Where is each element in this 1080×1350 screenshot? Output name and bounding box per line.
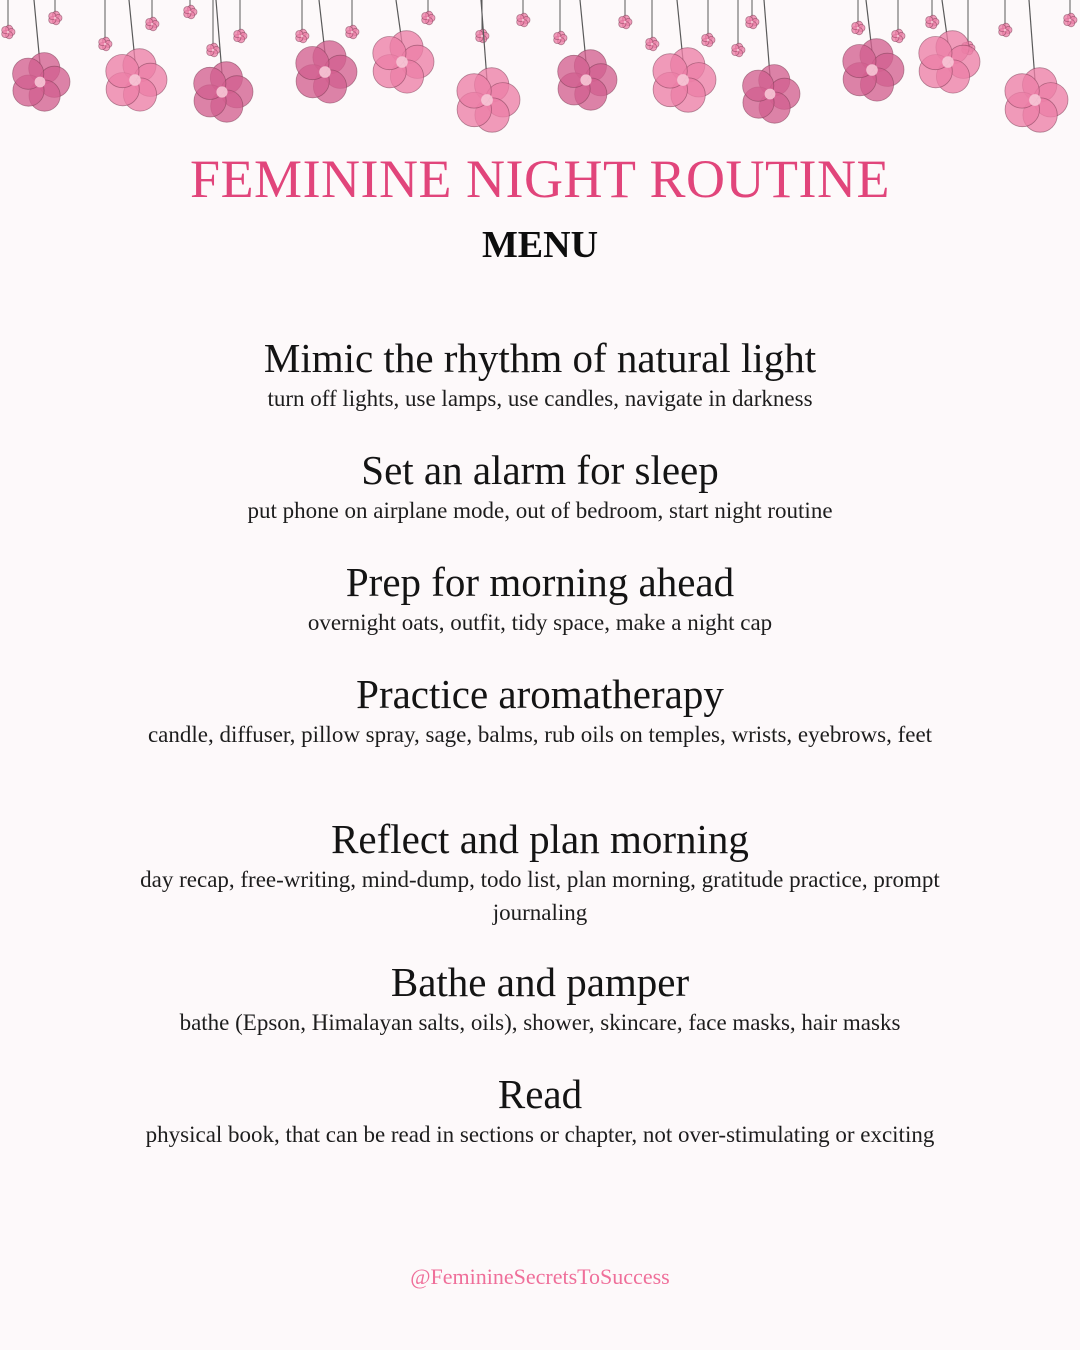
menu-item-title: Set an alarm for sleep	[361, 447, 719, 493]
menu-item-reflect-plan	[140, 815, 940, 929]
hanging-flower-icon	[296, 0, 357, 103]
hanging-flower-icon	[422, 0, 435, 25]
page-title: FEMININE NIGHT ROUTINE	[190, 149, 890, 209]
hanging-flower-icon	[746, 0, 759, 29]
hanging-flower-icon	[146, 0, 159, 31]
hanging-flower-icon	[184, 0, 197, 19]
hanging-flower-icon	[554, 0, 567, 45]
menu-item-natural-light	[140, 334, 940, 415]
hanging-flower-icon	[49, 0, 62, 25]
menu-item-title: Prep for morning ahead	[345, 559, 735, 605]
hanging-flower-icon	[2, 0, 15, 39]
hanging-flower-icon	[732, 0, 745, 57]
hanging-flower-garland	[0, 0, 1080, 150]
menu-item-title: Read	[497, 1071, 583, 1117]
menu-item-bathe-pamper	[120, 958, 960, 1039]
hanging-flower-icon	[843, 0, 904, 101]
hanging-flower-icon	[346, 0, 359, 39]
menu-item-sleep-alarm	[140, 446, 940, 527]
hanging-flower-icon	[296, 0, 309, 43]
hanging-flower-icon	[926, 0, 939, 29]
hanging-flower-icon	[558, 0, 617, 110]
menu-item-description: turn off lights, use lamps, use candles, navigate in darkness	[267, 386, 813, 411]
menu-item-title: Reflect and plan morning	[331, 816, 749, 862]
footer-handle: @FeminineSecretsToSuccess	[410, 1264, 670, 1289]
menu-item-description: physical book, that can be read in sections or chapter, not over-stimulating or exciting	[145, 1122, 935, 1147]
hanging-flower-icon	[1005, 0, 1068, 132]
hanging-flower-icon	[194, 0, 253, 122]
hanging-flower-icon	[646, 0, 659, 51]
menu-item-description: put phone on airplane mode, out of bedroom, start night routine	[247, 498, 833, 523]
hanging-flower-icon	[999, 0, 1012, 37]
hanging-flower-icon	[619, 0, 632, 29]
hanging-flower-icon	[892, 0, 905, 43]
hanging-flower-icon	[234, 0, 247, 43]
menu-item-morning-prep	[140, 558, 940, 639]
menu-item-title: Bathe and pamper	[390, 959, 690, 1005]
menu-item-description: day recap, free-writing, mind-dump, todo list, plan morning, gratitude practice, prompt journaling	[140, 867, 940, 925]
hanging-flower-icon	[457, 0, 520, 132]
menu-item-description: bathe (Epson, Himalayan salts, oils), shower, skincare, face masks, hair masks	[179, 1010, 901, 1035]
menu-item-description: overnight oats, outfit, tidy space, make a night cap	[307, 610, 773, 635]
menu-item-description: candle, diffuser, pillow spray, sage, balms, rub oils on temples, wrists, eyebrows, feet	[147, 722, 933, 747]
hanging-flower-icon	[99, 0, 112, 51]
hanging-flower-icon	[852, 0, 865, 35]
hanging-flower-icon	[106, 0, 167, 111]
menu-item-title: Practice aromatherapy	[356, 671, 724, 717]
menu-item-title: Mimic the rhythm of natural light	[263, 335, 817, 381]
hanging-flower-icon	[919, 0, 980, 93]
page-subtitle: MENU	[481, 224, 599, 266]
hanging-flower-icon	[1064, 0, 1077, 27]
hanging-flower-icon	[517, 0, 530, 27]
hanging-flower-icon	[702, 0, 715, 47]
hanging-flower-icon	[653, 0, 716, 112]
menu-item-aromatherapy	[140, 670, 940, 751]
menu-item-read	[140, 1070, 940, 1151]
